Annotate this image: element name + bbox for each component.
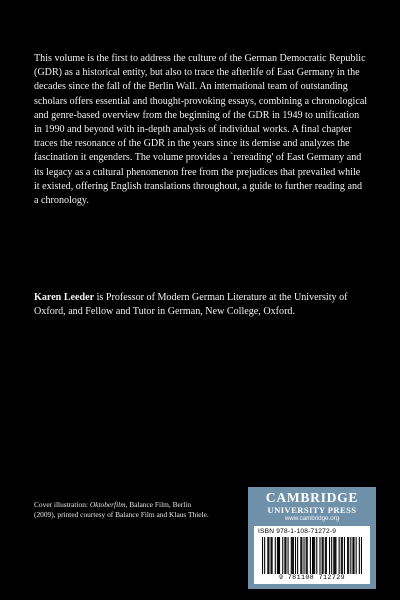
author-bio-text: is Professor of Modern German Literature at the University of Oxford, and Fellow and Tutor in German, New College, Oxford. — [34, 292, 348, 318]
barcode-panel — [254, 526, 370, 584]
barcode-digits: 9 781108 712729 — [278, 574, 346, 581]
publisher-url: www.cambridge.org — [284, 515, 340, 522]
publisher-name-line2: UNIVERSITY PRESS — [267, 505, 357, 515]
author-bio — [34, 291, 368, 319]
isbn-label: ISBN 978-1-108-71272-9 — [258, 528, 337, 535]
publisher-name-line1: CAMBRIDGE — [265, 490, 359, 505]
cover-illustration-credit — [34, 500, 212, 520]
publisher-block — [248, 487, 376, 589]
credit-rest: , Balance Film, Berlin (2009), printed courtesy of Balance Film and Klaus Thiele. — [34, 500, 209, 520]
author-name: Karen Leeder — [34, 292, 95, 303]
book-description: This volume is the first to address the culture of the German Democratic Republic (GDR) as a historical entity, but also to trace the afterlife of East Germany in the decades since the fall of the Berlin Wall. An international team of outstanding scholars offers essential and thought-provoking essays, combining a chronological and genre-based overview from the beginning of the GDR in 1949 to unification in 1990 and beyond with in-depth analysis of individual works. A final chapter traces the resonance of the GDR in the years since its demise and analyzes the fascination it engenders. The volume provides a `rereading' of East Germany and its legacy as a cultural phenomenon free from the prejudices that prevailed while it existed, offering English translations throughout, a guide to further reading and a chronology. — [34, 53, 368, 207]
barcode-icon — [262, 537, 362, 574]
credit-film-title: Oktoberfilm — [89, 500, 126, 509]
publisher-logo — [248, 490, 376, 523]
credit-prefix: Cover illustration: — [34, 500, 90, 509]
